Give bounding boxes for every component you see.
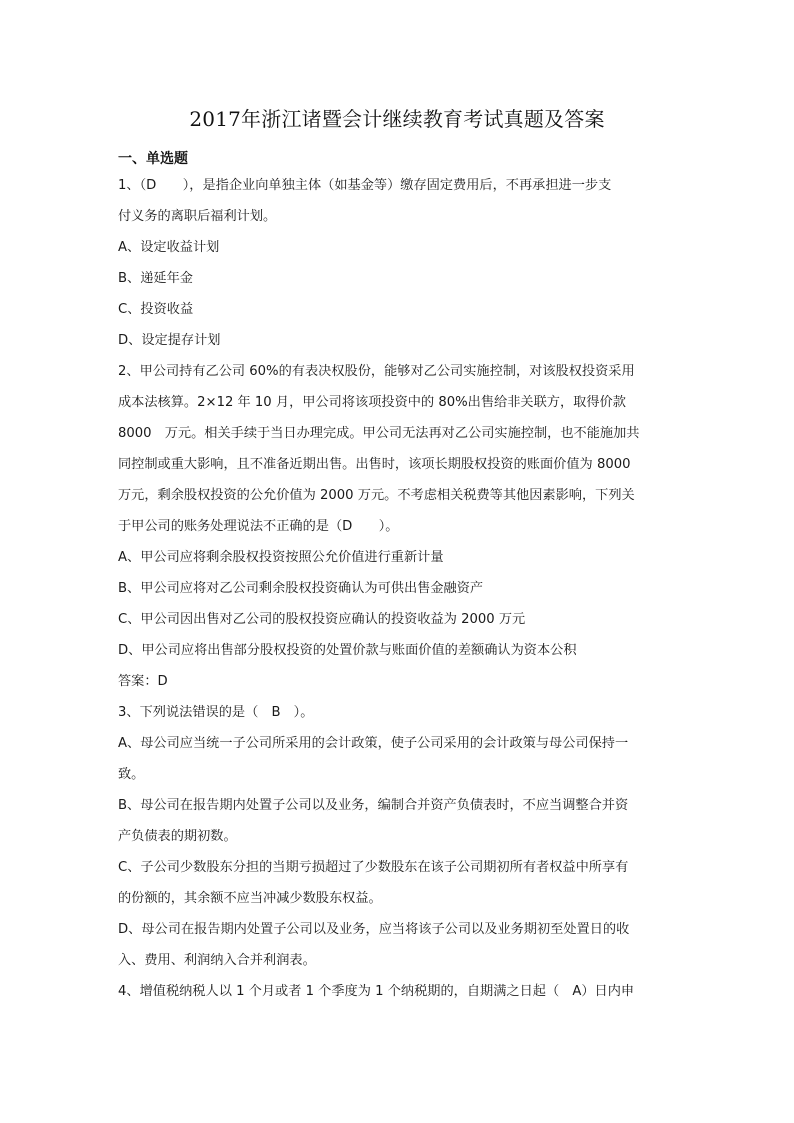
- text-line: 1、（D ），是指企业向单独主体（如基金等）缴存固定费用后，不再承担进一步支: [118, 178, 612, 193]
- option-line: A、设定收益计划: [118, 240, 220, 255]
- text-line: 致。: [118, 767, 145, 782]
- section-heading: 一、单选题: [118, 151, 188, 167]
- option-line: A、母公司应当统一子公司所采用的会计政策，使子公司采用的会计政策与母公司保持一: [118, 736, 629, 751]
- document-title: 2017年浙江诸暨会计继续教育考试真题及答案: [189, 107, 605, 131]
- text-line: 3、下列说法错误的是（ B ）。: [118, 705, 314, 720]
- text-line: 的份额的，其余额不应当冲减少数股东权益。: [118, 891, 382, 906]
- option-line: B、甲公司应将对乙公司剩余股权投资确认为可供出售金融资产: [118, 581, 484, 596]
- text-line: 2、甲公司持有乙公司 60%的有表决权股份，能够对乙公司实施控制，对该股权投资采用: [118, 364, 635, 379]
- option-line: C、甲公司因出售对乙公司的股权投资应确认的投资收益为 2000 万元: [118, 612, 526, 627]
- text-line: 入、费用、利润纳入合并利润表。: [118, 953, 316, 968]
- document-body: [118, 170, 663, 1007]
- option-line: B、递延年金: [118, 271, 193, 286]
- text-line: 万元，剩余股权投资的公允价值为 2000 万元。不考虑相关税费等其他因素影响，下列关: [118, 488, 635, 503]
- option-line: C、子公司少数股东分担的当期亏损超过了少数股东在该子公司期初所有者权益中所享有: [118, 860, 629, 875]
- text-line: 产负债表的期初数。: [118, 829, 237, 844]
- option-line: A、甲公司应将剩余股权投资按照公允价值进行重新计量: [118, 550, 444, 565]
- option-line: B、母公司在报告期内处置子公司以及业务，编制合并资产负债表时，不应当调整合并资: [118, 798, 629, 813]
- option-line: D、设定提存计划: [118, 333, 221, 348]
- text-line: 同控制或重大影响，且不准备近期出售。出售时，该项长期股权投资的账面价值为 8000: [118, 457, 631, 472]
- option-line: C、投资收益: [118, 302, 194, 317]
- answer-line: 答案：D: [118, 674, 168, 689]
- option-line: D、母公司在报告期内处置子公司以及业务，应当将该子公司以及业务期初至处置日的收: [118, 922, 630, 937]
- text-line: 付义务的离职后福利计划。: [118, 209, 277, 224]
- option-line: D、甲公司应将出售部分股权投资的处置价款与账面价值的差额确认为资本公积: [118, 643, 577, 658]
- text-line: 于甲公司的账务处理说法不正确的是（D ）。: [118, 519, 399, 534]
- text-line: 4、增值税纳税人以 1 个月或者 1 个季度为 1 个纳税期的，自期满之日起（ A）日内申: [118, 984, 635, 999]
- text-line: 成本法核算。2×12 年 10 月，甲公司将该项投资中的 80%出售给非关联方，取得价款: [118, 395, 626, 410]
- text-line: 8000 万元。相关手续于当日办理完成。甲公司无法再对乙公司实施控制，也不能施加共: [118, 426, 640, 441]
